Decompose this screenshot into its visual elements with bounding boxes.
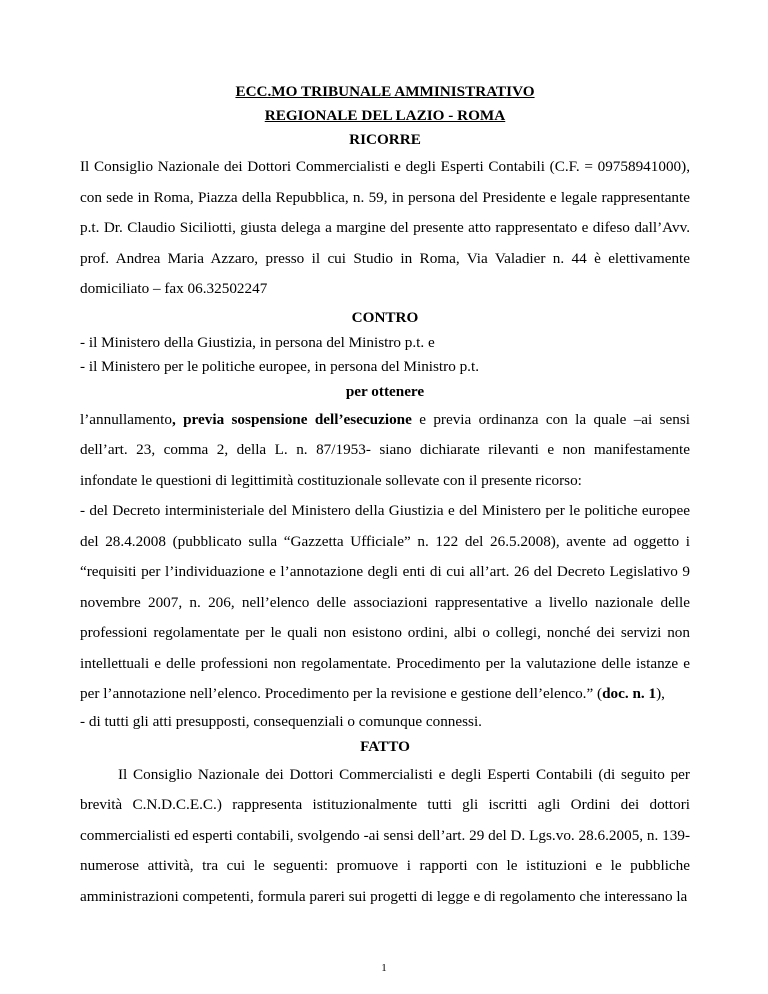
ricorrente-paragraph: Il Consiglio Nazionale dei Dottori Commercialisti e degli Esperti Contabili (C.F. = 09758941000), con sede in Roma, Piazza della Repubblica, n. 59, in persona del Presidente e legale rappresentante p.t. Dr. Claudio Siciliotti, giusta delega a margine del presente atto rappresentato e difeso dall’Avv. prof. Andrea Maria Azzaro, presso il cui Studio in Roma, Via Valadier n. 44 è elettivamente domiciliato – fax 06.32502247 (80, 158, 690, 297)
page-number: 1 (381, 962, 387, 974)
contro-item-2: - il Ministero per le politiche europee, in persona del Ministro p.t. (80, 357, 479, 375)
atti-connessi-line: - di tutti gli atti presupposti, consequenziali o comunque connessi. (80, 712, 482, 730)
court-heading-line1: ECC.MO TRIBUNALE AMMINISTRATIVO (235, 83, 535, 100)
ordinanza-text: e previa ordinanza con la quale –ai sensi dell’art. 23, comma 2, della L. n. 87/1953- siano dichiarate rilevanti e non manifestamente infondate le questioni di legittimità costituzionale sollevate con il presente ricorso: (80, 410, 690, 489)
doc-reference: doc. n. 1 (602, 685, 657, 702)
sospensione-text: , previa sospensione dell’esecuzione (171, 410, 412, 428)
court-heading-line2: REGIONALE DEL LAZIO - ROMA (264, 107, 506, 124)
per-ottenere-heading: per ottenere (345, 382, 425, 400)
decreto-text: - del Decreto interministeriale del Ministero della Giustizia e del Ministero per le politiche europee del 28.4.2008 (pubblicato sulla “Gazzetta Ufficiale” n. 122 del 26.5.2008), avente ad oggetto i “requisiti per l’individuazione e l’annotazione degli enti di cui all’art. 26 del Decreto Legislativo 9 novembre 2007, n. 206, nell’elenco delle associazioni rappresentative a livello nazionale delle professioni regolamentate per le quali non esistono ordini, albi o collegi, nonché dei servizi non intellettuali e delle professioni non regolamentate. Procedimento per la valutazione delle istanze e per l’annotazione nell’elenco. Procedimento per la revisione e gestione dell’elenco.” ( (80, 502, 690, 702)
annullamento-text: l’annullamento (80, 410, 172, 428)
contro-heading: CONTRO (351, 308, 419, 326)
decreto-text-end: ), (656, 685, 665, 702)
decreto-paragraph (80, 496, 690, 710)
fatto-paragraph: Il Consiglio Nazionale dei Dottori Commercialisti e degli Esperti Contabili (di seguito per brevità C.N.D.C.E.C.) rappresenta istituzionalmente tutti gli iscritti agli Ordini dei dottori commercialisti ed esperti contabili, svolgendo -ai sensi dell’art. 29 del D. Lgs.vo. 28.6.2005, n. 139- numerose attività, tra cui le seguenti: promuove i rapporti con le istituzioni e le pubbliche amministrazioni competenti, formula pareri sui progetti di legge e di regolamento che interessano la (80, 765, 690, 905)
annullamento-paragraph (80, 405, 690, 497)
document-page (80, 80, 690, 912)
fatto-heading: FATTO (360, 737, 410, 755)
contro-item-1: - il Ministero della Giustizia, in persona del Ministro p.t. e (80, 333, 435, 351)
ricorre-heading: RICORRE (349, 131, 421, 148)
